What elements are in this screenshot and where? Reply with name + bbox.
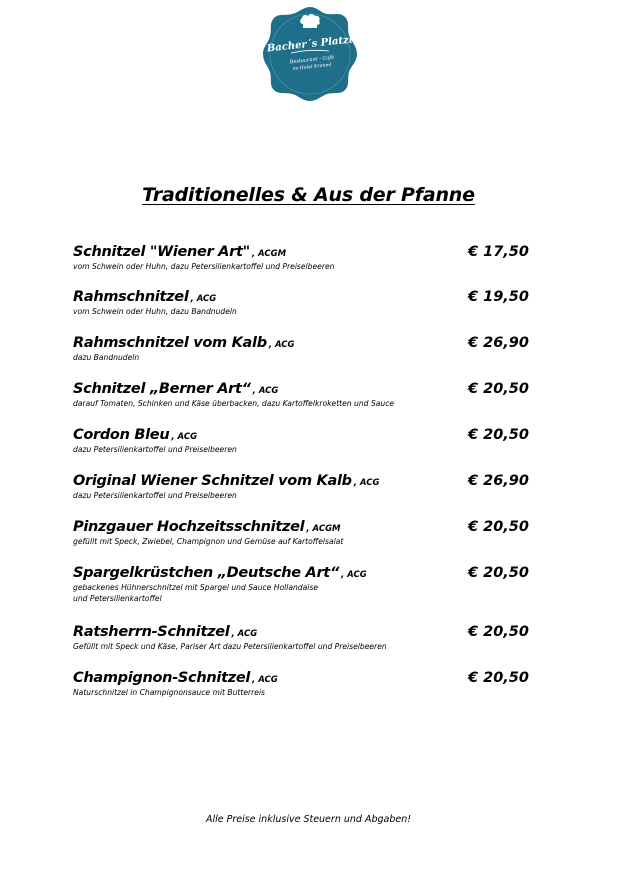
dish-price: € 26,90: [467, 335, 529, 351]
menu-item: [73, 565, 543, 604]
dish-name: Pinzgauer Hochzeitsschnitzel: [73, 519, 305, 535]
allergen-codes: , ACG: [252, 675, 278, 685]
dish-price: € 20,50: [467, 427, 529, 443]
dish-price: € 19,50: [467, 289, 529, 305]
dish-name: Rahmschnitzel vom Kalb: [73, 335, 267, 351]
allergen-codes: , ACGM: [306, 524, 341, 534]
logo-name: Bacher´s Platzl: [266, 34, 354, 55]
allergen-codes: , ACG: [231, 629, 258, 639]
dish-description: gebackenes Hühnerschnitzel mit Spargel und Sauce Hollandaise und Petersilienkartoffel: [73, 583, 319, 603]
restaurant-logo: [259, 3, 361, 105]
dish-price: € 20,50: [467, 519, 529, 535]
allergen-codes: , ACG: [252, 386, 279, 396]
menu-item: [73, 670, 543, 698]
allergen-codes: , ACG: [340, 570, 367, 580]
dish-name: Original Wiener Schnitzel vom Kalb: [73, 473, 352, 489]
dish-price: € 20,50: [467, 670, 529, 686]
menu-item: [73, 427, 543, 455]
allergen-codes: , ACG: [171, 432, 198, 442]
dish-name: Rahmschnitzel: [73, 289, 189, 305]
dish-name: Spargelkrüstchen „Deutsche Art“: [73, 565, 339, 581]
allergen-codes: , ACG: [268, 340, 295, 350]
menu-item: [73, 381, 543, 409]
dish-description: dazu Bandnudeln: [73, 353, 140, 362]
logo-tagline-2: im Hotel Krimml: [292, 62, 332, 73]
dish-description: darauf Tomaten, Schinken und Käse überbacken, dazu Kartoffelkroketten und Sauce: [73, 399, 395, 408]
dish-price: € 17,50: [467, 244, 529, 260]
dish-name: Cordon Bleu: [73, 427, 170, 443]
allergen-codes: , ACGM: [251, 249, 287, 259]
allergen-codes: , ACG: [190, 294, 217, 304]
dish-price: € 26,90: [467, 473, 529, 489]
dish-description: dazu Petersilienkartoffel und Preiselbeeren: [73, 445, 237, 454]
dish-description: Gefüllt mit Speck und Käse, Pariser Art dazu Petersilienkartoffel und Preiselbeeren: [73, 642, 387, 651]
menu-item: [73, 624, 543, 652]
dish-name: Ratsherrn-Schnitzel: [73, 624, 230, 640]
menu-item: [73, 473, 543, 501]
dish-description: gefüllt mit Speck, Zwiebel, Champignon und Gemüse auf Kartoffelsalat: [73, 537, 344, 546]
dish-price: € 20,50: [467, 381, 529, 397]
dish-description: dazu Petersilienkartoffel und Preiselbeeren: [73, 491, 237, 500]
dish-description: Naturschnitzel in Champignonsauce mit Butterreis: [73, 688, 266, 697]
dish-description: vom Schwein oder Huhn, dazu Petersilienkartoffel und Preiselbeeren: [73, 262, 335, 271]
logo-tagline-1: Restaurant - Café: [289, 54, 335, 66]
menu-item: [73, 519, 543, 547]
menu-item: [73, 244, 543, 272]
dish-name: Schnitzel "Wiener Art": [73, 244, 250, 260]
footer-note: Alle Preise inklusive Steuern und Abgaben!: [205, 814, 412, 825]
dish-description: vom Schwein oder Huhn, dazu Bandnudeln: [73, 307, 237, 316]
allergen-codes: , ACG: [353, 478, 380, 488]
dish-price: € 20,50: [467, 624, 529, 640]
dish-name: Schnitzel „Berner Art“: [73, 381, 251, 397]
chef-hat-icon: [300, 14, 320, 28]
dish-name: Champignon-Schnitzel: [73, 670, 251, 686]
menu-item: [73, 289, 543, 317]
page-title: Traditionelles & Aus der Pfanne: [142, 184, 475, 206]
menu-item: [73, 335, 543, 363]
dish-price: € 20,50: [467, 565, 529, 581]
